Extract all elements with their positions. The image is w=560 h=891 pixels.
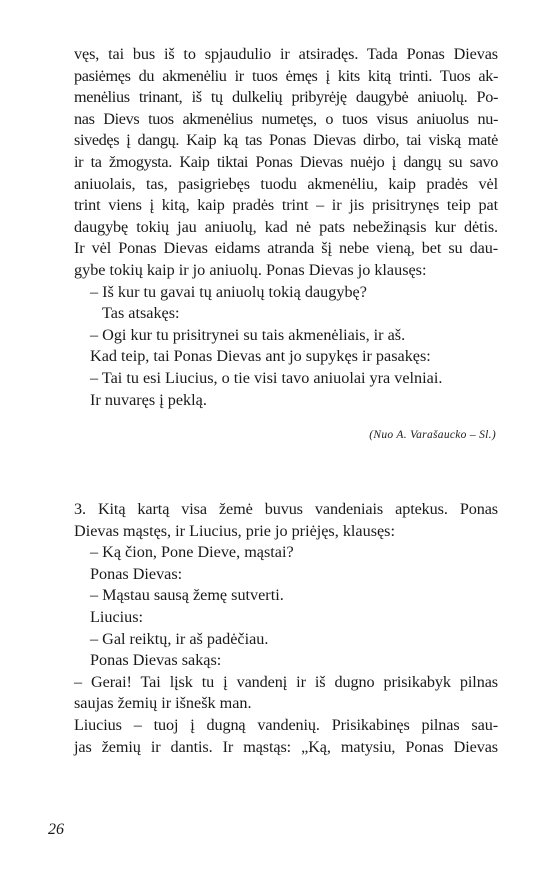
source-note: (Nuo A. Varašaucko – Sl.): [369, 429, 496, 442]
text-line: Ponas Dievas sakąs:: [90, 651, 222, 670]
text-line: saujas žemių ir išnešk man.: [74, 694, 252, 713]
text-line: menėlius trinant, iš tų dulkelių pribyrėję daugybė aniuolų. Po-: [74, 88, 498, 107]
text-line: Kad teip, tai Ponas Dievas ant jo supykęs ir pasakęs:: [90, 347, 431, 366]
text-section-2: [74, 499, 498, 758]
text-line: – Mąstau sausą žemę sutverti.: [90, 586, 284, 605]
text-line: trint viens į kitą, kaip pradės trint – ir jis prisitrynęs teip pat: [74, 196, 498, 215]
text-line: 3. Kitą kartą visa žemė buvus vandeniais aptekus. Ponas: [74, 500, 498, 519]
text-line: Dievas mąstęs, ir Liucius, prie jo priėjęs, klausęs:: [74, 521, 395, 540]
text-line: – Ogi kur tu prisitrynei su tais akmenėliais, ir aš.: [90, 325, 406, 344]
text-line: Liucius:: [90, 608, 144, 627]
text-line: pasiėmęs du akmenėliu ir tuos ėmęs į kits kitą trinti. Tuos ak-: [74, 66, 498, 85]
page-number: 26: [48, 821, 64, 838]
text-line: daugybę tokių jau aniuolų, kad nė pats nebežinąsis kur dėtis.: [74, 217, 498, 236]
text-line: Tas atsakęs:: [102, 304, 180, 323]
text-line: Liucius – tuoj į dugną vandenių. Prisikabinęs pilnas sau-: [74, 716, 498, 735]
text-line: Ir nuvaręs į peklą.: [90, 390, 207, 409]
text-line: nas Dievs tuos akmenėlius numetęs, o tuos visus aniuolus nu-: [74, 109, 498, 128]
text-line: – Iš kur tu gavai tų aniuolų tokią daugybę?: [90, 282, 367, 301]
text-line: – Ką čion, Pone Dieve, mąstai?: [90, 543, 294, 562]
section-gap: [74, 443, 498, 499]
text-line: aniuolais, tas, pasigriebęs tuodu akmenėliu, kaip pradės vėl: [74, 174, 498, 193]
page-body: [74, 44, 498, 758]
text-line: jas žemių ir dantis. Ir mąstąs: „Ką, matysiu, Ponas Dievas: [74, 737, 498, 756]
text-line: ir ta žmogysta. Kaip tiktai Ponas Dievas nuėjo į dangų su savo: [74, 152, 498, 171]
text-line: – Gal reiktų, ir aš padėčiau.: [90, 629, 269, 648]
text-line: – Tai tu esi Liucius, o tie visi tavo aniuolai yra velniai.: [90, 368, 443, 387]
text-line: sivedęs į dangų. Kaip ką tas Ponas Dievas dirbo, tai viską matė: [74, 131, 498, 150]
text-line: vęs, tai bus iš to spjaudulio ir atsiradęs. Tada Ponas Dievas: [74, 45, 498, 63]
text-line: gybe tokių kaip ir jo aniuolų. Ponas Dievas jo klausęs:: [74, 260, 427, 279]
text-line: Ir vėl Ponas Dievas eidams atranda šį nebe vieną, bet su dau-: [74, 239, 498, 258]
text-section-1: [74, 44, 498, 411]
text-line: Ponas Dievas:: [90, 564, 183, 583]
text-line: – Gerai! Tai lįsk tu į vandenį ir iš dugno prisikabyk pilnas: [74, 672, 498, 691]
